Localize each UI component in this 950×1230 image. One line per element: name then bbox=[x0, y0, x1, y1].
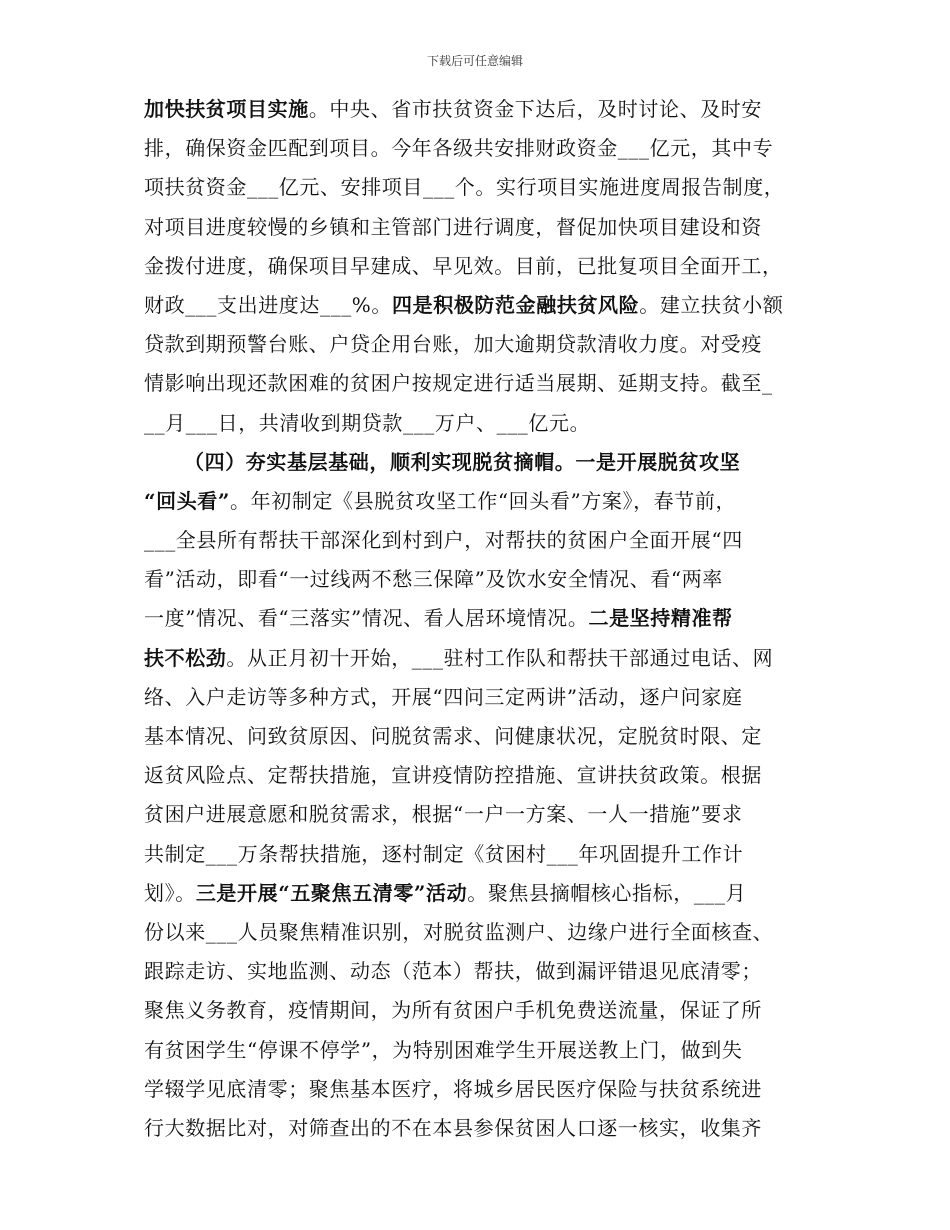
text-line bbox=[144, 913, 814, 952]
text-line bbox=[144, 404, 814, 443]
text-line bbox=[144, 874, 814, 913]
text-line bbox=[144, 560, 814, 599]
text-line bbox=[144, 247, 814, 286]
text-segment: 份以来___人员聚焦精准识别，对脱贫监测户、边缘户进行全面核查、 bbox=[144, 919, 774, 944]
text-line bbox=[144, 364, 814, 403]
text-segment: __月___日，共清收到期贷款___万户、___亿元。 bbox=[144, 410, 591, 435]
bold-text: 加快扶贫项目实施 bbox=[144, 97, 309, 121]
document-body bbox=[144, 90, 814, 1148]
bold-text: 扶不松劲 bbox=[144, 645, 227, 670]
text-line bbox=[144, 129, 814, 168]
text-segment: 。中央、省市扶贫资金下达后，及时讨论、及时安 bbox=[308, 97, 763, 121]
text-line bbox=[144, 325, 814, 364]
text-segment: 。从正月初十开始，___驻村工作队和帮扶干部通过电话、网 bbox=[226, 645, 774, 670]
text-segment: 返贫风险点、定帮扶措施，宣讲疫情防控措施、宣讲扶贫政策。根据 bbox=[144, 763, 762, 788]
text-segment: 学辍学见底清零；聚焦基本医疗，将城乡居民医疗保险与扶贫系统进 bbox=[144, 1076, 762, 1101]
text-line bbox=[144, 286, 814, 325]
bold-text: （四）夯实基层基础，顺利实现脱贫摘帽。一是开展脱贫攻坚 bbox=[184, 449, 741, 474]
text-line bbox=[144, 678, 814, 717]
page-header: 下载后可任意编辑 bbox=[426, 54, 523, 68]
text-segment: 看”活动，即看“一过线两不愁三保障”及饮水安全情况、看“两率 bbox=[144, 567, 723, 592]
text-line bbox=[144, 521, 814, 560]
text-line bbox=[144, 835, 814, 874]
text-line bbox=[144, 1031, 814, 1070]
text-line bbox=[144, 482, 814, 521]
text-segment: 有贫困学生“停课不停学”，为特别困难学生开展送教上门，做到失 bbox=[144, 1037, 743, 1062]
bold-text: 二是坚持精准帮 bbox=[588, 606, 733, 631]
text-line bbox=[144, 90, 814, 129]
text-segment: 财政___支出进度达___%。 bbox=[144, 292, 393, 317]
text-segment: 跟踪走访、实地监测、动态（范本）帮扶，做到漏评错退见底清零； bbox=[144, 959, 762, 984]
text-segment: 一度”情况、看“三落实”情况、看人居环境情况。 bbox=[144, 606, 589, 631]
text-segment: 。年初制定《县脱贫攻坚工作“回头看”方案》，春节前， bbox=[230, 488, 737, 513]
text-line bbox=[144, 168, 814, 207]
text-segment: 划》。 bbox=[144, 880, 196, 905]
text-segment: 对项目进度较慢的乡镇和主管部门进行调度，督促加快项目建设和资 bbox=[144, 214, 762, 239]
text-line bbox=[144, 208, 814, 247]
text-segment: 贫困户进展意愿和脱贫需求，根据“一户一方案、一人一措施”要求 bbox=[144, 802, 743, 827]
text-line bbox=[144, 443, 814, 482]
text-segment: 贷款到期预警台账、户贷企用台账，加大逾期贷款清收力度。对受疫 bbox=[144, 332, 762, 357]
text-segment: 络、入户走访等多种方式，开展“四问三定两讲”活动，逐户问家庭 bbox=[144, 684, 743, 709]
bold-text: 三是开展“五聚焦五清零”活动 bbox=[195, 880, 468, 905]
text-segment: 。聚焦县摘帽核心指标，___月 bbox=[467, 880, 747, 905]
text-line bbox=[144, 639, 814, 678]
text-segment: 项扶贫资金___亿元、安排项目___个。实行项目实施进度周报告制度， bbox=[144, 175, 785, 200]
text-line bbox=[144, 795, 814, 834]
text-line bbox=[144, 717, 814, 756]
text-segment: 排，确保资金匹配到项目。今年各级共安排财政资金___亿元，其中专 bbox=[144, 136, 774, 161]
text-line bbox=[144, 991, 814, 1030]
text-line bbox=[144, 952, 814, 991]
text-line bbox=[144, 1109, 814, 1148]
text-segment: 共制定___万条帮扶措施，逐村制定《贫困村___年巩固提升工作计 bbox=[144, 841, 744, 866]
text-segment: 行大数据比对，对筛查出的不在本县参保贫困人口逐一核实，收集齐 bbox=[144, 1115, 762, 1140]
text-segment: 聚焦义务教育，疫情期间，为所有贫困户手机免费送流量，保证了所 bbox=[144, 998, 762, 1023]
text-segment: 。建立扶贫小额 bbox=[639, 292, 784, 317]
bold-text: “回头看” bbox=[144, 488, 231, 513]
bold-text: 四是积极防范金融扶贫风险 bbox=[392, 292, 640, 317]
text-segment: 基本情况、问致贫原因、问脱贫需求、问健康状况，定脱贫时限、定 bbox=[144, 724, 762, 748]
text-segment: 情影响出现还款困难的贫困户按规定进行适当展期、延期支持。截至_ bbox=[144, 371, 773, 396]
text-segment: ___全县所有帮扶干部深化到村到户，对帮扶的贫困户全面开展“四 bbox=[144, 528, 743, 553]
text-line bbox=[144, 756, 814, 795]
text-line bbox=[144, 599, 814, 638]
text-line bbox=[144, 1070, 814, 1109]
text-segment: 金拨付进度，确保项目早建成、早见效。目前，已批复项目全面开工， bbox=[144, 253, 783, 278]
